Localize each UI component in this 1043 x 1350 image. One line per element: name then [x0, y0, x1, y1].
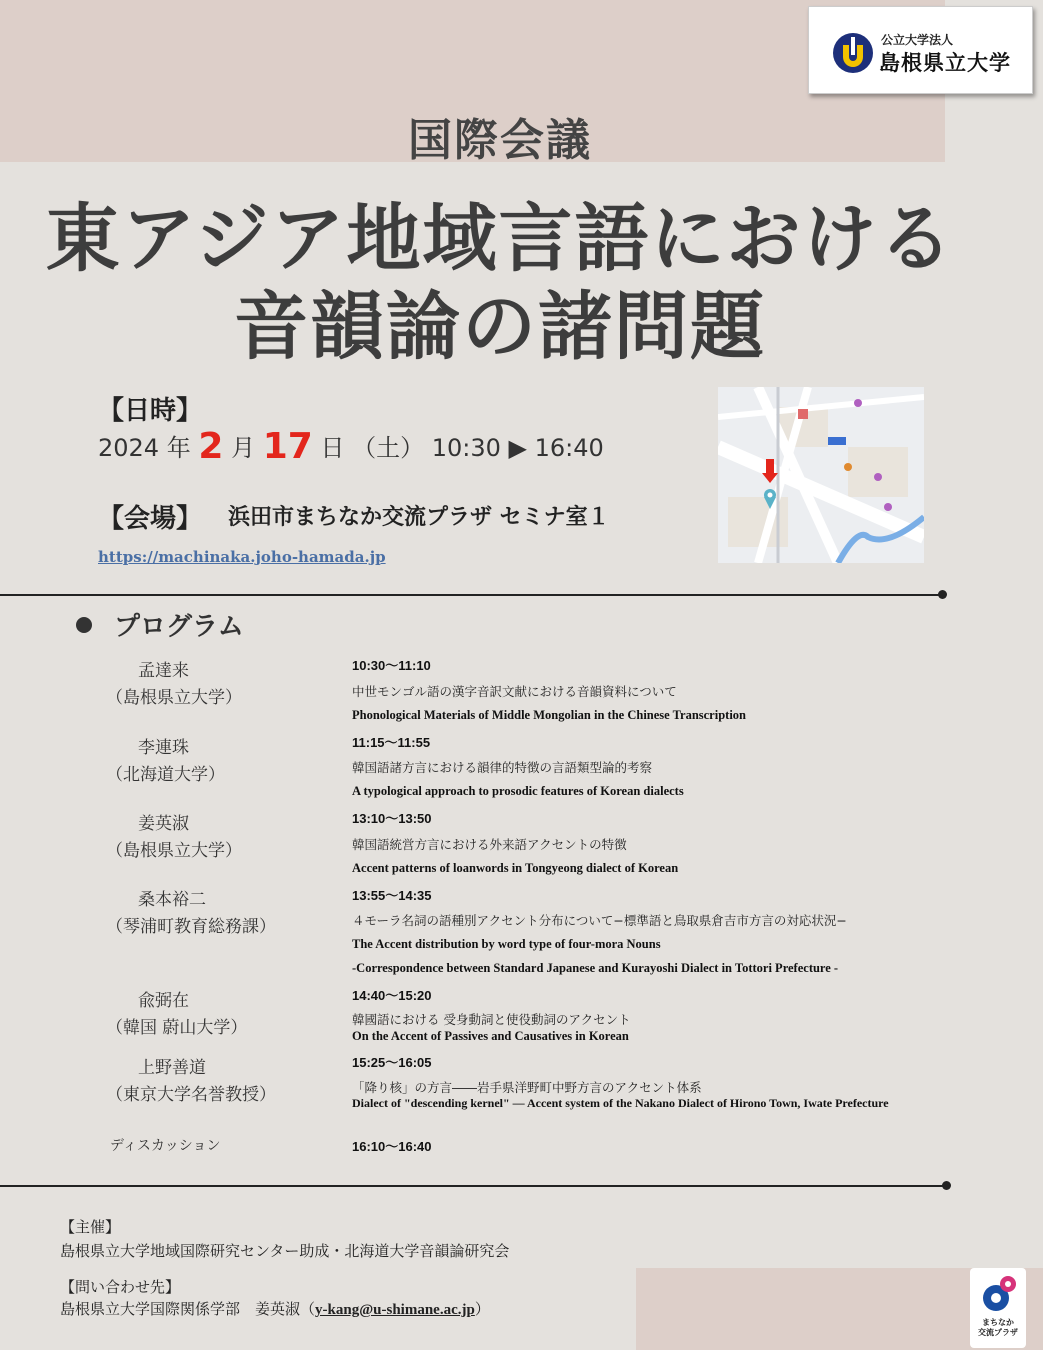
speaker-block: [106, 656, 242, 708]
session-title-en: Accent patterns of loanwords in Tongyeong dialect of Korean: [352, 861, 679, 875]
session-title-jp: 中世モンゴル語の漢字音訳文献における音韻資料について: [352, 684, 677, 699]
speaker-affiliation: （琴浦町教育総務課）: [106, 917, 276, 937]
machinaka-logo-text: まちなか 交流プラザ: [978, 1318, 1018, 1337]
contact-text: [60, 1298, 490, 1319]
speaker-name: 姜英淑: [138, 814, 189, 834]
speaker-block: [106, 986, 247, 1038]
session-time: 10:30～11:10: [352, 658, 431, 673]
session-title-jp: 韓国語統営方言における外来語アクセントの特徴: [352, 837, 627, 852]
session-title-en: On the Accent of Passives and Causatives in Korean: [352, 1029, 629, 1043]
session-title-en: The Accent distribution by word type of four-mora Nouns: [352, 937, 661, 951]
session-time: 13:55～14:35: [352, 888, 432, 903]
map-graphic: [718, 387, 924, 563]
venue-name: 浜田市まちなか交流プラザ セミナ室１: [228, 505, 610, 530]
date-year: 2024: [98, 434, 160, 462]
venue-map[interactable]: [718, 387, 924, 563]
event-title-line1: 東アジア地域言語における: [45, 196, 955, 282]
date-year-unit: 年: [166, 434, 191, 462]
speaker-name: 孟達来: [138, 661, 189, 681]
logo-subtitle: 公立大学法人: [881, 33, 954, 47]
date-time: 10:30 ▶ 16:40: [431, 434, 604, 462]
contact-email-link[interactable]: y-kang@u-shimane.ac.jp: [315, 1302, 475, 1318]
speaker-block: [106, 1053, 276, 1105]
event-title-line2: 音韻論の諸問題: [234, 284, 766, 370]
date-day-unit: 日: [320, 434, 345, 462]
session-title-jp: 「降り核」の方言――岩手県洋野町中野方言のアクセント体系: [352, 1080, 702, 1095]
speaker-affiliation: （韓国 蔚山大学）: [106, 1018, 248, 1038]
session-title-jp: ４モーラ名詞の語種別アクセント分布について−標準語と鳥取県倉吉市方言の対応状況−: [352, 913, 847, 928]
session-title-jp: 韓國語における 受身動詞と使役動詞のアクセント: [352, 1012, 631, 1027]
event-date: [98, 426, 604, 467]
divider-top-end: [938, 590, 947, 599]
speaker-block: [106, 885, 276, 937]
speaker-affiliation: （東京大学名誉教授）: [106, 1085, 276, 1105]
session-title-en: Phonological Materials of Middle Mongolian in the Chinese Transcription: [352, 708, 746, 722]
discussion-time: 16:10～16:40: [352, 1139, 432, 1154]
speaker-affiliation: （島根県立大学）: [106, 688, 242, 708]
program-heading: [76, 606, 244, 643]
date-month-unit: 月: [231, 434, 256, 462]
session-title-jp: 韓国語諸方言における韻律的特徴の言語類型論的考察: [352, 760, 653, 775]
contact-prefix: 島根県立大学国際関係学部 姜英淑（: [60, 1300, 316, 1318]
university-logo-icon: [831, 31, 875, 75]
machinaka-plaza-logo: [970, 1268, 1026, 1348]
divider-bottom-end: [942, 1181, 951, 1190]
logo-name: 島根県立大学: [879, 51, 1011, 75]
contact-suffix: ）: [474, 1300, 490, 1318]
session-title-en: A typological approach to prosodic features of Korean dialects: [352, 784, 684, 798]
event-kicker: 国際会議: [408, 115, 592, 166]
contact-label: 【問い合わせ先】: [60, 1278, 181, 1296]
venue-link[interactable]: https://machinaka.joho-hamada.jp: [98, 548, 386, 566]
discussion-label: ディスカッション: [110, 1138, 221, 1154]
date-month: 2: [198, 426, 224, 467]
speaker-block: [106, 733, 225, 785]
speaker-name: 桑本裕二: [138, 890, 206, 910]
speaker-affiliation: （北海道大学）: [106, 765, 225, 785]
speaker-name: 李連珠: [138, 738, 189, 758]
program-heading-text: プログラム: [114, 612, 244, 642]
host-text: 島根県立大学地域国際研究センター助成・北海道大学音韻論研究会: [60, 1242, 510, 1260]
host-label: 【主催】: [60, 1218, 121, 1236]
divider-bottom: [0, 1185, 946, 1187]
speaker-name: 上野善道: [138, 1058, 206, 1078]
datetime-label: 【日時】: [98, 396, 203, 426]
speaker-name: 兪弼在: [138, 991, 189, 1011]
divider-top: [0, 594, 940, 596]
session-time: 14:40～15:20: [352, 988, 432, 1003]
university-logo: [808, 6, 1033, 94]
session-title-en-line2: -Correspondence between Standard Japanese and Kurayoshi Dialect in Tottori Prefecture -: [352, 961, 839, 975]
session-time: 11:15～11:55: [352, 735, 431, 750]
speaker-affiliation: （島根県立大学）: [106, 841, 242, 861]
machinaka-logo-icon: [970, 1268, 1026, 1318]
session-time: 13:10～13:50: [352, 811, 432, 826]
bullet-icon: [76, 617, 92, 633]
date-weekday: （土）: [352, 434, 425, 462]
session-title-en: Dialect of "descending kernel" ― Accent system of the Nakano Dialect of Hirono Town, Iwate Prefecture: [352, 1096, 889, 1110]
date-day: 17: [262, 426, 313, 467]
session-time: 15:25～16:05: [352, 1055, 432, 1070]
speaker-block: [106, 809, 242, 861]
venue-label: 【会場】: [98, 504, 203, 534]
